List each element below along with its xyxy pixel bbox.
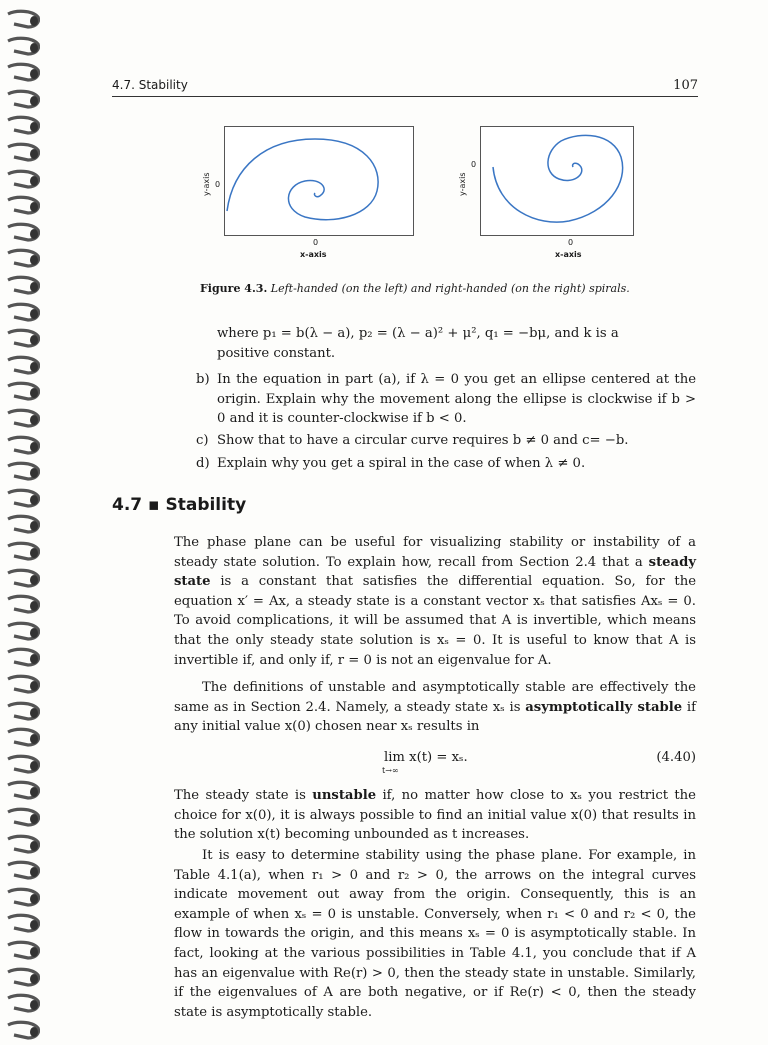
running-head-section: 4.7. Stability xyxy=(112,78,188,92)
paragraph-2-text-a: The definitions of unstable and asymptotically stable are effectively the same as in Section 2.4. Namely, a steady state xₛ is xyxy=(174,680,696,715)
binding-coil xyxy=(6,779,40,801)
binding-coil xyxy=(6,567,40,589)
term-steady-state: steady state xyxy=(174,554,696,590)
binding-coil xyxy=(6,1019,40,1041)
paragraph-1-text-b: is a constant that satisfies the differential equation. So, for the equation x′ = Ax, a steady state is a constant vector xₛ that satisfies Axₛ = 0. To avoid complications, it will be assumed that A is invertible, which means that the only steady state solution is xₛ = 0. It is useful to know that A is invertible if, and only if, r = 0 is not an eigenvalue for A. xyxy=(174,574,696,668)
binding-coil xyxy=(6,513,40,535)
binding-coil xyxy=(6,168,40,190)
binding-coil xyxy=(6,247,40,269)
binding-coil xyxy=(6,61,40,83)
exercise-item-b xyxy=(196,370,696,429)
binding-coil xyxy=(6,434,40,456)
binding-coil xyxy=(6,327,40,349)
binding-coil xyxy=(6,194,40,216)
binding-coil xyxy=(6,726,40,748)
binding-coil xyxy=(6,380,40,402)
binding-coil xyxy=(6,700,40,722)
exercise-item-b-label: b) xyxy=(196,372,210,387)
binding-coil xyxy=(6,939,40,961)
binding-coil xyxy=(6,301,40,323)
exercise-item-c xyxy=(196,431,696,451)
section-heading: 4.7 ▪ Stability xyxy=(112,495,247,515)
exercise-intro-line-1: where p₁ = b(λ − a), p₂ = (λ − a)² + μ², q₁ = −bμ, and k is a xyxy=(217,326,619,341)
binding-coil xyxy=(6,593,40,615)
binding-coil xyxy=(6,833,40,855)
exercise-item-d-label: d) xyxy=(196,456,210,471)
binding-coil xyxy=(6,912,40,934)
binding-coil xyxy=(6,859,40,881)
figure-caption xyxy=(200,282,740,295)
paragraph-1-text-a: The phase plane can be useful for visualizing stability or instability of a steady state solution. To explain how, recall from Section 2.4 that a xyxy=(174,535,696,570)
exercise-item-c-label: c) xyxy=(196,433,209,448)
paragraph-2 xyxy=(174,678,696,737)
binding-coil xyxy=(6,806,40,828)
exercise-intro xyxy=(217,324,697,363)
binding-coil xyxy=(6,274,40,296)
term-asymptotically-stable: asymptotically stable xyxy=(525,699,683,715)
caption-text: Left-handed (on the left) and right-handed (on the right) spirals. xyxy=(270,282,630,295)
binding-coil xyxy=(6,141,40,163)
left-x-axis-label: x-axis xyxy=(300,250,327,259)
paragraph-3-text-a: The steady state is xyxy=(174,788,313,803)
left-x-tick-zero: 0 xyxy=(313,238,319,247)
binding-coil xyxy=(6,354,40,376)
paragraph-2-text-b: if any initial value x(0) chosen near xₛ results in xyxy=(174,699,697,735)
exercise-item-d xyxy=(196,454,696,474)
exercise-item-d-text: Explain why you get a spiral in the case of when λ ≠ 0. xyxy=(217,456,586,471)
binding-coil xyxy=(6,992,40,1014)
binding-coil xyxy=(6,8,40,30)
equation-body: lim x(t) = xₛ. xyxy=(384,750,468,765)
left-spiral-plot xyxy=(224,126,414,236)
left-spiral-curve xyxy=(225,127,413,235)
binding-coil xyxy=(6,407,40,429)
left-y-axis-label: y-axis xyxy=(202,172,211,196)
term-unstable: unstable xyxy=(312,788,377,803)
binding-coil xyxy=(6,88,40,110)
right-spiral-curve xyxy=(481,127,633,235)
binding-coil xyxy=(6,487,40,509)
paragraph-1 xyxy=(174,533,696,670)
binding-coil xyxy=(6,620,40,642)
binding-coil xyxy=(6,540,40,562)
equation-limit-subscript: t→∞ xyxy=(382,766,399,775)
exercise-item-b-text: In the equation in part (a), if λ = 0 you get an ellipse centered at the origin. Explain why the movement along the ellipse is clockwise if b > 0 and it is counter-clockwise if b < 0. xyxy=(217,372,696,427)
right-spiral-plot xyxy=(480,126,634,236)
paragraph-4: It is easy to determine stability using the phase plane. For example, in Table 4.1(a), when r₁ > 0 and r₂ > 0, the arrows on the integral curves indicate movement out away from the origin. Consequently, this is an example of when xₛ = 0 is unstable. Conversely, when r₁ < 0 and r₂ < 0, the flow in towards the origin, and this means xₛ = 0 is asymptotically stable. In fact, looking at the various possibilities in Table 4.1, you conclude that if A has an eigenvalue with Re(r) > 0, then the steady state in unstable. Similarly, if the eigenvalues of A are both negative, or if Re(r) < 0, then the steady state is asymptotically stable. xyxy=(174,848,696,1020)
exercise-intro-line-2: positive constant. xyxy=(217,345,336,361)
binding-coil xyxy=(6,114,40,136)
right-y-tick-zero: 0 xyxy=(471,160,477,169)
equation-number: (4.40) xyxy=(656,750,696,765)
left-y-tick-zero: 0 xyxy=(215,180,221,189)
binding-coil xyxy=(6,35,40,57)
exercise-item-c-text: Show that to have a circular curve requires b ≠ 0 and c= −b. xyxy=(217,433,629,448)
right-x-tick-zero: 0 xyxy=(568,238,574,247)
right-x-axis-label: x-axis xyxy=(555,250,582,259)
right-y-axis-label: y-axis xyxy=(458,172,467,196)
binding-coil xyxy=(6,646,40,668)
binding-coil xyxy=(6,966,40,988)
binding-coil xyxy=(6,221,40,243)
caption-label: Figure 4.3. xyxy=(200,282,268,295)
page-number: 107 xyxy=(673,78,698,93)
binding-coil xyxy=(6,460,40,482)
running-head xyxy=(112,78,698,97)
equation-4-40 xyxy=(174,748,696,778)
binding-coil xyxy=(6,886,40,908)
paragraph-3-text-b: if, no matter how close to xₛ you restrict the choice for x(0), it is always possible to find an initial value x(0) that results in the solution x(t) becoming unbounded as t increases. xyxy=(174,788,696,843)
spiral-binding xyxy=(0,0,44,1024)
binding-coil xyxy=(6,673,40,695)
paragraph-3 xyxy=(174,786,696,845)
binding-coil xyxy=(6,753,40,775)
